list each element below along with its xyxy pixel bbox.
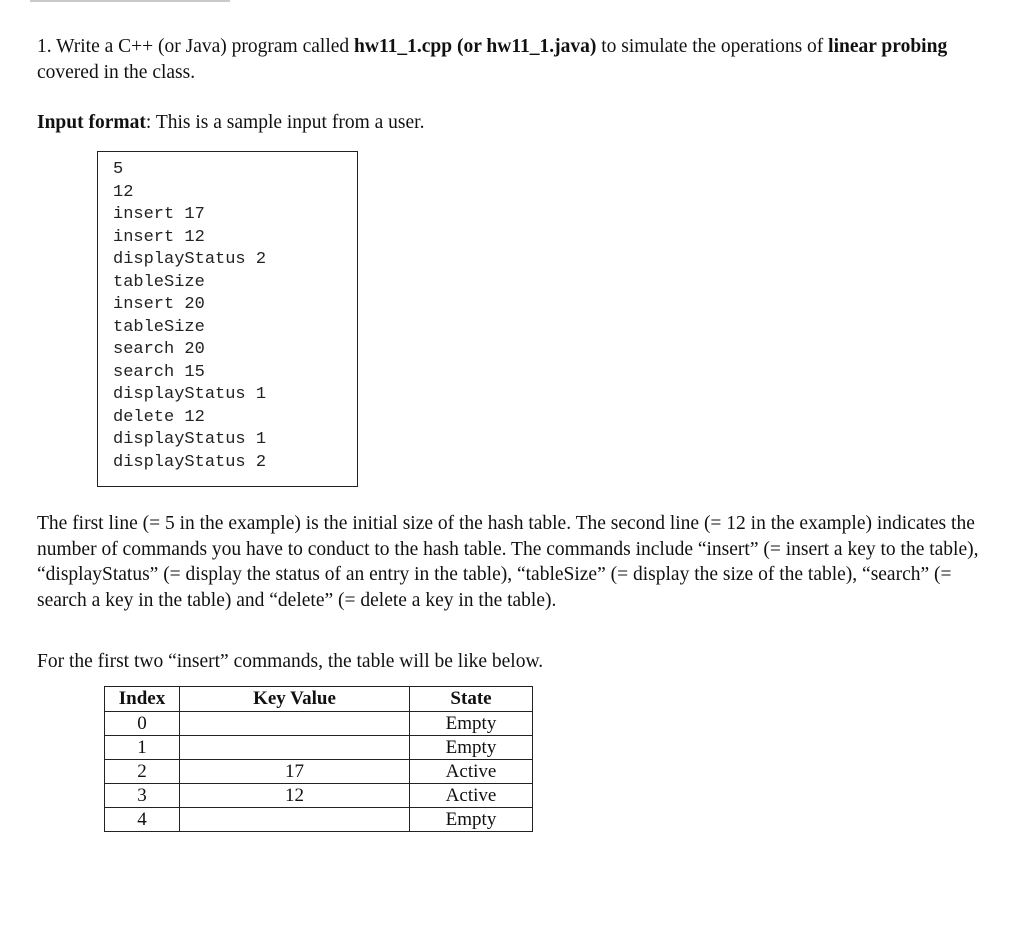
input-format-paragraph [37, 110, 997, 136]
hash-table [104, 686, 533, 832]
code-line: displayStatus 1 [113, 430, 267, 449]
code-line: insert 12 [113, 227, 205, 247]
sample-input-box [97, 151, 358, 487]
table-row [105, 736, 533, 760]
header-key-value: Key Value [180, 687, 410, 712]
header-state: State [410, 687, 533, 712]
code-line: displayStatus 1 [113, 385, 267, 404]
code-line: insert 17 [113, 205, 205, 224]
table-intro: For the first two “insert” commands, the table will be like below. [37, 651, 544, 672]
cell-index: 4 [105, 808, 180, 832]
cell-state: Active [410, 784, 533, 808]
header-index: Index [105, 687, 180, 712]
code-line: search 15 [113, 362, 205, 382]
top-divider [30, 0, 230, 2]
question-after-filename: to simulate the operations of [596, 36, 829, 57]
code-line: displayStatus 2 [113, 250, 267, 269]
cell-key: 17 [180, 760, 410, 784]
question-intro: Write a C++ (or Java) program called [51, 36, 355, 57]
code-line: 12 [113, 182, 134, 202]
code-line: tableSize [113, 272, 205, 292]
cell-index: 0 [105, 712, 180, 736]
table-row [105, 760, 533, 784]
explanation-paragraph: The first line (= 5 in the example) is the initial size of the hash table. The second line (= 12 in the example) indicates the number of commands you have to conduct to the hash table. The commands include “insert” (= insert a key to the table), “displayStatus” (= display the status of an entry in the table), “tableSize” (= display the size of the table), “search” (= search a key in the table) and “delete” (= delete a key in the table). [37, 513, 979, 611]
code-line: insert 20 [113, 295, 205, 314]
cell-state: Empty [410, 808, 533, 832]
code-line: tableSize [113, 317, 205, 337]
table-row [105, 808, 533, 832]
cell-state: Empty [410, 712, 533, 736]
table-row [105, 784, 533, 808]
cell-key: 12 [180, 784, 410, 808]
question-after-topic: covered in the class. [37, 61, 196, 83]
question-filename: hw11_1.cpp (or hw11_1.java) [354, 36, 597, 57]
question-number: 1. [37, 36, 52, 57]
code-line: 5 [113, 160, 124, 179]
question-paragraph [37, 34, 997, 85]
cell-state: Empty [410, 736, 533, 760]
cell-state: Active [410, 760, 533, 784]
cell-index: 2 [105, 760, 180, 784]
code-line: delete 12 [113, 407, 205, 427]
code-line: displayStatus 2 [113, 452, 267, 472]
input-format-text: : This is a sample input from a user. [145, 112, 425, 133]
cell-key [180, 808, 410, 832]
question-topic: linear probing [828, 36, 948, 57]
table-row [105, 712, 533, 736]
cell-index: 3 [105, 784, 180, 808]
cell-key [180, 712, 410, 736]
table-header-row [105, 687, 533, 712]
code-line: search 20 [113, 340, 205, 359]
input-format-label: Input format [37, 112, 146, 133]
cell-index: 1 [105, 736, 180, 760]
cell-key [180, 736, 410, 760]
